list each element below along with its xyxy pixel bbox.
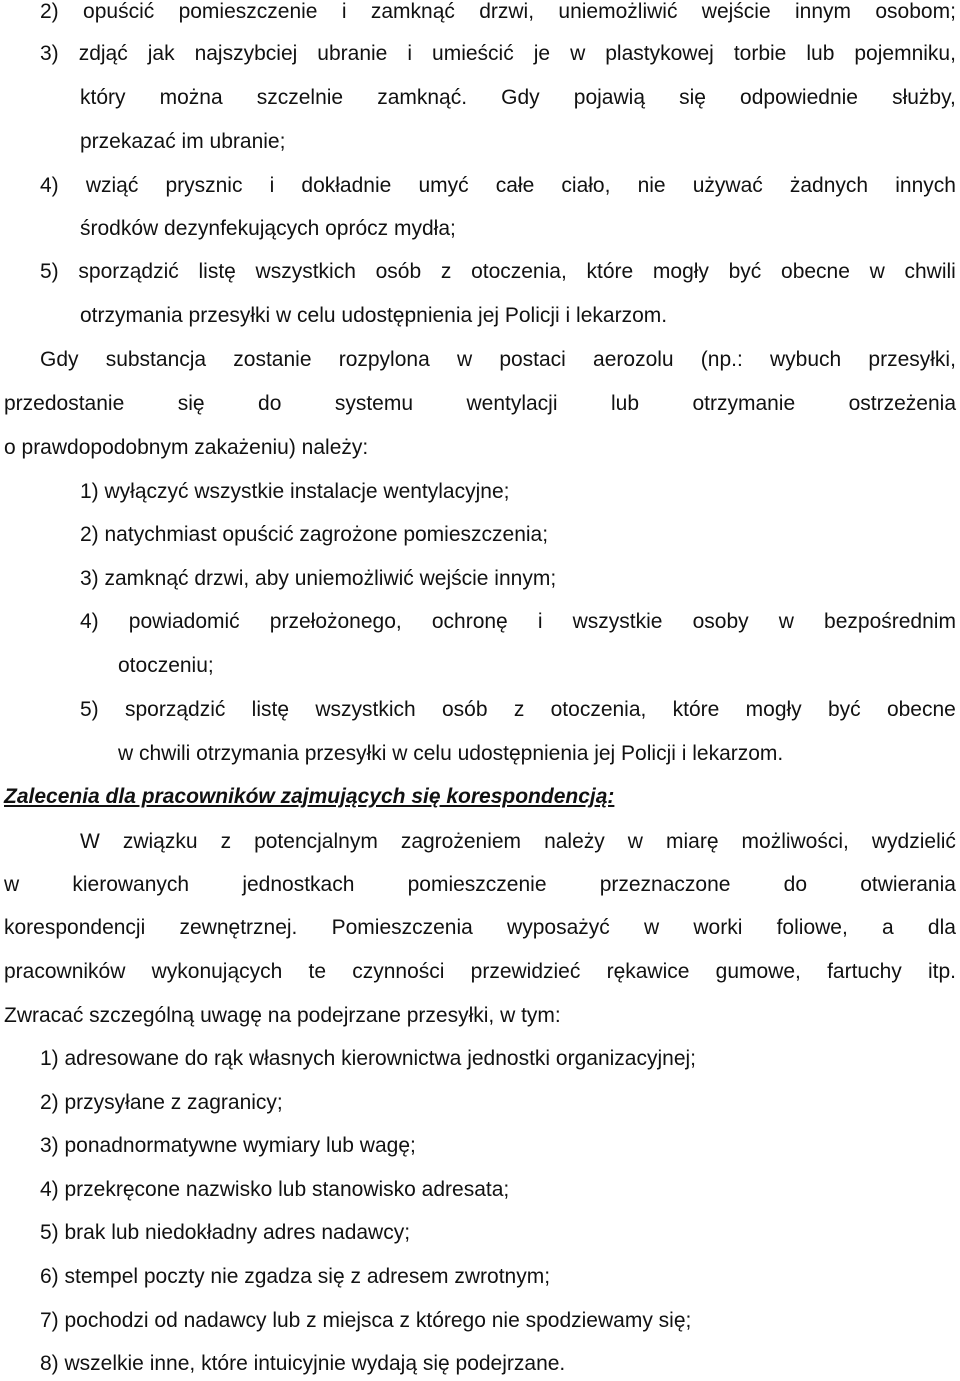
list-item: 3) ponadnormatywne wymiary lub wagę; xyxy=(40,1134,416,1157)
aerosol-intro: Gdy substancja zostanie rozpylona w postaci aerozolu (np.: wybuch przesyłki, xyxy=(40,348,956,371)
paragraph-line: W związku z potencjalnym zagrożeniem należy w miarę możliwości, wydzielić xyxy=(80,830,956,853)
list-item: 1) adresowane do rąk własnych kierownictwa jednostki organizacyjnej; xyxy=(40,1047,696,1070)
list-item: 8) wszelkie inne, które intuicyjnie wydają się podejrzane. xyxy=(40,1352,566,1375)
list-item-lista-osob-cont: otrzymania przesyłki w celu udostępnienia jej Policji i lekarzom. xyxy=(80,304,668,327)
list-item-zdjac-ubranie-end: przekazać im ubranie; xyxy=(80,130,286,153)
list-item: 7) pochodzi od nadawcy lub z miejsca z którego nie spodziewamy się; xyxy=(40,1309,692,1332)
list-item-prysznic-cont: środków dezynfekujących oprócz mydła; xyxy=(80,217,456,240)
list-item-lista-osob: 5) sporządzić listę wszystkich osób z otoczenia, które mogły być obecne w chwili xyxy=(40,260,956,283)
aerosol-item-lista-cont: w chwili otrzymania przesyłki w celu udostępnienia jej Policji i lekarzom. xyxy=(118,742,784,765)
list-item: 2) przysyłane z zagranicy; xyxy=(40,1091,283,1114)
aerosol-intro-cont: przedostanie się do systemu wentylacji lub otrzymanie ostrzeżenia xyxy=(4,392,956,415)
paragraph-line: korespondencji zewnętrznej. Pomieszczenia wyposażyć w worki foliowe, a dla xyxy=(4,916,956,939)
list-item: 6) stempel poczty nie zgadza się z adresem zwrotnym; xyxy=(40,1265,551,1288)
list-item: 4) przekręcone nazwisko lub stanowisko adresata; xyxy=(40,1178,510,1201)
aerosol-item-drzwi: 3) zamknąć drzwi, aby uniemożliwić wejście innym; xyxy=(80,567,557,590)
list-item-opuscic: 2) opuścić pomieszczenie i zamknąć drzwi, uniemożliwić wejście innym osobom; xyxy=(40,0,956,23)
list-item-zdjac-ubranie: 3) zdjąć jak najszybciej ubranie i umieścić je w plastykowej torbie lub pojemniku, xyxy=(40,42,956,65)
aerosol-item-wentylacja: 1) wyłączyć wszystkie instalacje wentylacyjne; xyxy=(80,480,510,503)
aerosol-intro-end: o prawdopodobnym zakażeniu) należy: xyxy=(4,436,369,459)
section-heading: Zalecenia dla pracowników zajmujących się korespondencją: xyxy=(4,785,615,808)
paragraph-line: pracowników wykonujących te czynności przewidzieć rękawice gumowe, fartuchy itp. xyxy=(4,960,956,983)
list-item-prysznic: 4) wziąć prysznic i dokładnie umyć całe ciało, nie używać żadnych innych xyxy=(40,174,956,197)
list-item-zdjac-ubranie-cont: który można szczelnie zamknąć. Gdy pojawią się odpowiednie służby, xyxy=(80,86,956,109)
aerosol-item-opuscic: 2) natychmiast opuścić zagrożone pomieszczenia; xyxy=(80,523,549,546)
list-item: 5) brak lub niedokładny adres nadawcy; xyxy=(40,1221,411,1244)
paragraph-line: w kierowanych jednostkach pomieszczenie przeznaczone do otwierania xyxy=(4,873,956,896)
attention-line: Zwracać szczególną uwagę na podejrzane przesyłki, w tym: xyxy=(4,1004,561,1027)
aerosol-item-lista: 5) sporządzić listę wszystkich osób z otoczenia, które mogły być obecne xyxy=(80,698,956,721)
aerosol-item-powiadomic-cont: otoczeniu; xyxy=(118,654,214,677)
aerosol-item-powiadomic: 4) powiadomić przełożonego, ochronę i wszystkie osoby w bezpośrednim xyxy=(80,610,956,633)
